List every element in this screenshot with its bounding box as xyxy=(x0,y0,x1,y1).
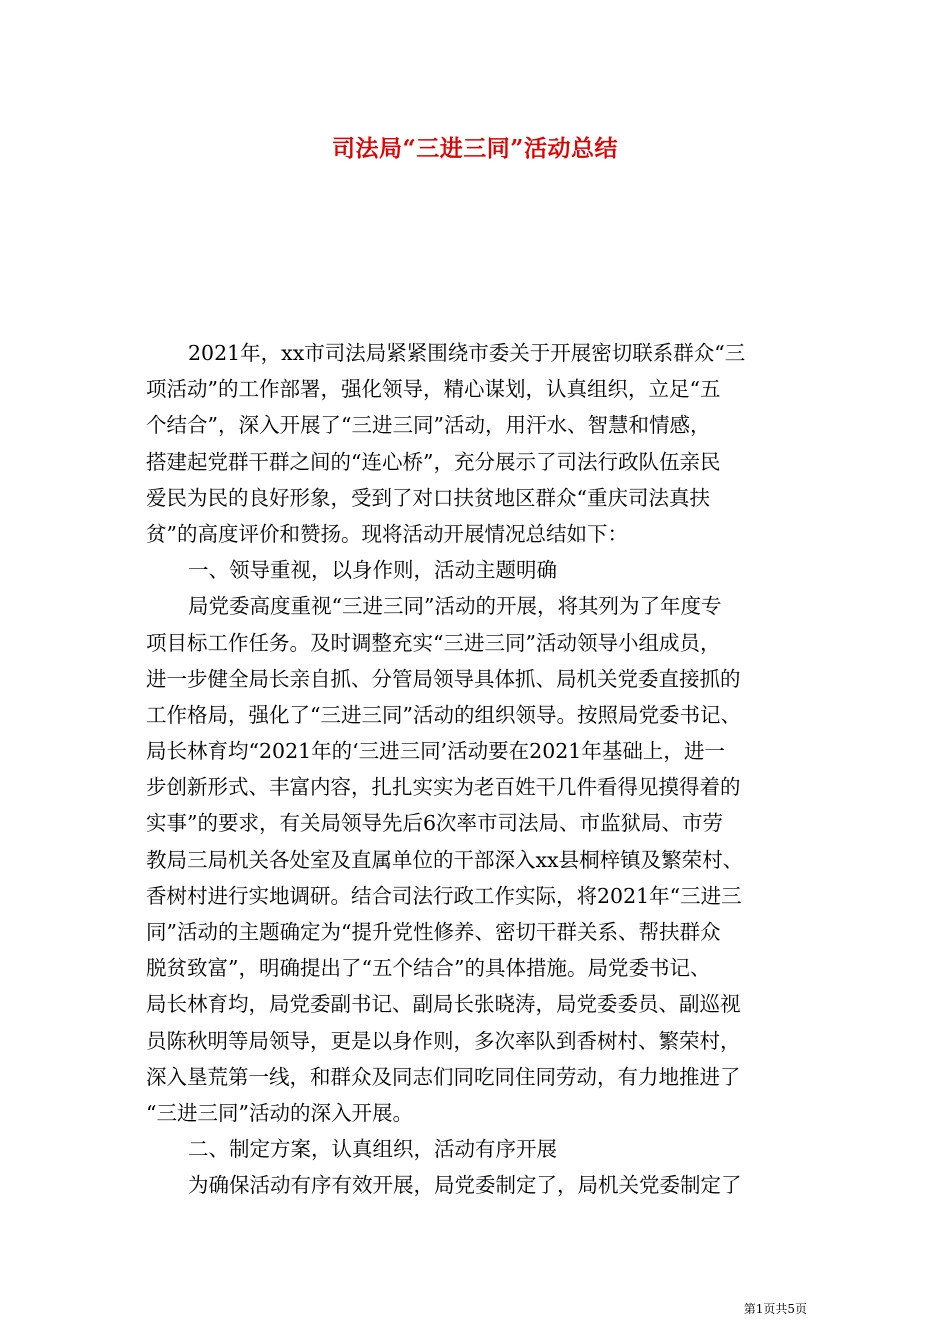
body-line: 员陈秋明等局领导，更是以身作则，多次率队到香树村、繁荣村， xyxy=(146,1028,741,1053)
body-line: 进一步健全局长亲自抓、分管局领导具体抓、局机关党委直接抓的 xyxy=(146,666,741,691)
body-line: 2021年，xx市司法局紧紧围绕市委关于开展密切联系群众“三 xyxy=(188,341,746,365)
body-line: 局长林育均，局党委副书记、副局长张晓涛，局党委委员、副巡视 xyxy=(146,992,741,1017)
body-line: 为确保活动有序有效开展，局党委制定了，局机关党委制定了 xyxy=(188,1173,742,1198)
body-line: 同”活动的主题确定为“提升党性修养、密切干群关系、帮扶群众 xyxy=(146,920,721,944)
body-line: 深入垦荒第一线，和群众及同志们同吃同住同劳动，有力地推进了 xyxy=(146,1064,741,1089)
body-line: 香树村进行实地调研。结合司法行政工作实际，将2021年“三进三 xyxy=(146,883,742,908)
body-line: 局长林育均“2021年的‘三进三同’活动要在2021年基础上，进一 xyxy=(146,739,725,764)
section-heading: 一、领导重视，以身作则，活动主题明确 xyxy=(188,558,557,583)
page-number: 第1页共5页 xyxy=(743,1302,807,1316)
document-body xyxy=(146,335,812,1204)
body-line: 贫”的高度评价和赞扬。现将活动开展情况总结如下： xyxy=(146,521,628,546)
body-line: 工作格局，强化了“三进三同”活动的组织领导。按照局党委书记、 xyxy=(146,702,741,727)
section-heading: 二、制定方案，认真组织，活动有序开展 xyxy=(188,1137,557,1162)
body-line: 局党委高度重视“三进三同”活动的开展，将其列为了年度专 xyxy=(188,594,722,619)
body-line: 个结合”，深入开展了“三进三同”活动，用汗水、智慧和情感， xyxy=(146,413,711,438)
body-line: 爱民为民的良好形象，受到了对口扶贫地区群众“重庆司法真扶 xyxy=(146,485,710,510)
body-line: 步创新形式、丰富内容，扎扎实实为老百姓干几件看得见摸得着的 xyxy=(146,775,741,800)
document-title: 司法局“三进三同”活动总结 xyxy=(332,135,618,162)
body-line: 项目标工作任务。及时调整充实“三进三同”活动领导小组成员， xyxy=(146,630,721,655)
body-line: 实事”的要求，有关局领导先后6次率市司法局、市监狱局、市劳 xyxy=(146,811,724,836)
body-line: 项活动”的工作部署，强化领导，精心谋划，认真组织，立足“五 xyxy=(146,377,721,402)
body-line: 教局三局机关各处室及直属单位的干部深入xx县桐梓镇及繁荣村、 xyxy=(146,847,744,872)
body-line: 搭建起党群干群之间的“连心桥”，充分展示了司法行政队伍亲民 xyxy=(146,449,721,474)
body-line: “三进三同”活动的深入开展。 xyxy=(146,1100,413,1125)
body-line: 脱贫致富”，明确提出了“五个结合”的具体措施。局党委书记、 xyxy=(146,956,711,981)
